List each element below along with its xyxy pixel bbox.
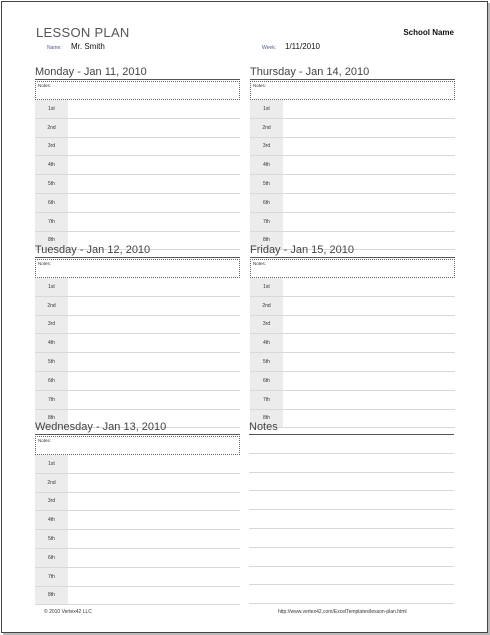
period-label: 4th xyxy=(35,334,68,352)
period-entry-field[interactable] xyxy=(68,194,240,212)
period-entry-field[interactable] xyxy=(283,334,455,352)
period-label: 1st xyxy=(35,100,68,118)
period-entry-field[interactable] xyxy=(283,278,455,296)
period-row xyxy=(250,213,455,232)
period-row xyxy=(35,549,240,568)
notes-line[interactable] xyxy=(249,548,454,567)
name-label: Name: xyxy=(47,45,62,51)
period-label: 4th xyxy=(250,156,283,174)
period-entry-field[interactable] xyxy=(68,297,240,315)
period-row xyxy=(35,297,240,316)
period-label: 7th xyxy=(35,391,68,409)
period-entry-field[interactable] xyxy=(283,372,455,390)
period-entry-field[interactable] xyxy=(68,511,240,529)
period-label: 5th xyxy=(250,353,283,371)
school-name: School Name xyxy=(403,28,454,37)
period-row xyxy=(250,100,455,119)
period-entry-field[interactable] xyxy=(68,175,240,193)
period-row xyxy=(250,175,455,194)
period-label: 1st xyxy=(35,455,68,473)
period-label: 3rd xyxy=(250,316,283,334)
period-label: 8th xyxy=(250,232,283,250)
day-block-thursday xyxy=(250,66,455,250)
period-entry-field[interactable] xyxy=(68,316,240,334)
period-label: 2nd xyxy=(250,297,283,315)
notes-section-title: Notes xyxy=(249,420,454,435)
period-label: 7th xyxy=(35,213,68,231)
day-notes-box[interactable] xyxy=(35,436,240,455)
period-row xyxy=(35,587,240,606)
notes-line[interactable] xyxy=(249,435,454,454)
period-label: 8th xyxy=(35,587,68,605)
week-label: Week: xyxy=(262,45,277,51)
period-entry-field[interactable] xyxy=(68,119,240,137)
period-label: 5th xyxy=(250,175,283,193)
period-label: 3rd xyxy=(250,138,283,156)
day-block-friday xyxy=(250,244,455,428)
period-label: 1st xyxy=(250,278,283,296)
period-entry-field[interactable] xyxy=(283,316,455,334)
period-label: 7th xyxy=(250,391,283,409)
period-entry-field[interactable] xyxy=(68,391,240,409)
period-row xyxy=(35,316,240,335)
period-row xyxy=(35,156,240,175)
day-notes-box[interactable] xyxy=(250,259,455,278)
period-list xyxy=(35,455,240,605)
period-label: 7th xyxy=(250,213,283,231)
period-entry-field[interactable] xyxy=(283,156,455,174)
period-label: 6th xyxy=(35,194,68,212)
period-row xyxy=(250,119,455,138)
period-label: 1st xyxy=(250,100,283,118)
period-entry-field[interactable] xyxy=(68,156,240,174)
period-row xyxy=(35,493,240,512)
period-row xyxy=(35,530,240,549)
notes-label: Notes: xyxy=(253,261,267,266)
day-notes-box[interactable] xyxy=(250,81,455,100)
period-entry-field[interactable] xyxy=(68,549,240,567)
period-list xyxy=(250,100,455,250)
page-title: LESSON PLAN xyxy=(36,25,130,40)
period-row xyxy=(250,334,455,353)
period-row xyxy=(250,278,455,297)
period-label: 8th xyxy=(35,232,68,250)
notes-label: Notes: xyxy=(38,83,52,88)
period-entry-field[interactable] xyxy=(68,353,240,371)
period-row xyxy=(250,194,455,213)
period-row xyxy=(35,568,240,587)
period-label: 6th xyxy=(250,372,283,390)
period-row xyxy=(250,316,455,335)
period-label: 6th xyxy=(35,549,68,567)
period-row xyxy=(250,372,455,391)
notes-line[interactable] xyxy=(249,529,454,548)
period-row xyxy=(35,511,240,530)
period-entry-field[interactable] xyxy=(283,175,455,193)
period-label: 8th xyxy=(250,410,283,428)
period-label: 1st xyxy=(35,278,68,296)
period-label: 4th xyxy=(35,156,68,174)
period-row xyxy=(250,353,455,372)
period-list xyxy=(35,100,240,250)
period-label: 3rd xyxy=(35,138,68,156)
period-row xyxy=(35,372,240,391)
period-row xyxy=(35,455,240,474)
period-entry-field[interactable] xyxy=(68,334,240,352)
period-row xyxy=(250,297,455,316)
period-entry-field[interactable] xyxy=(68,530,240,548)
period-row xyxy=(35,391,240,410)
period-label: 5th xyxy=(35,175,68,193)
period-entry-field[interactable] xyxy=(283,100,455,118)
period-entry-field[interactable] xyxy=(68,100,240,118)
period-label: 2nd xyxy=(250,119,283,137)
notes-section xyxy=(249,420,454,604)
period-entry-field[interactable] xyxy=(283,297,455,315)
day-block-tuesday xyxy=(35,244,240,428)
notes-line[interactable] xyxy=(249,585,454,604)
week-value: 1/11/2010 xyxy=(285,42,320,51)
period-label: 2nd xyxy=(35,474,68,492)
footer-url[interactable]: http://www.vertex42.com/ExcelTemplates/lesson-plan.html xyxy=(278,609,407,615)
period-label: 2nd xyxy=(35,297,68,315)
period-entry-field[interactable] xyxy=(283,194,455,212)
day-title: Monday - Jan 11, 2010 xyxy=(35,66,240,80)
period-row xyxy=(35,119,240,138)
period-entry-field[interactable] xyxy=(68,278,240,296)
period-entry-field[interactable] xyxy=(68,213,240,231)
day-title: Wednesday - Jan 13, 2010 xyxy=(35,421,240,435)
day-block-wednesday xyxy=(35,421,240,605)
period-entry-field[interactable] xyxy=(68,372,240,390)
day-title: Friday - Jan 15, 2010 xyxy=(250,244,455,258)
period-entry-field[interactable] xyxy=(68,474,240,492)
period-row xyxy=(35,194,240,213)
period-entry-field[interactable] xyxy=(283,353,455,371)
day-title: Tuesday - Jan 12, 2010 xyxy=(35,244,240,258)
period-row xyxy=(35,353,240,372)
notes-label: Notes: xyxy=(253,83,267,88)
period-label: 5th xyxy=(35,530,68,548)
period-entry-field[interactable] xyxy=(283,213,455,231)
period-label: 4th xyxy=(35,511,68,529)
period-entry-field[interactable] xyxy=(283,138,455,156)
period-row xyxy=(35,213,240,232)
period-row xyxy=(35,175,240,194)
day-notes-box[interactable] xyxy=(35,259,240,278)
period-label: 2nd xyxy=(35,119,68,137)
period-row xyxy=(35,100,240,119)
period-entry-field[interactable] xyxy=(68,587,240,605)
notes-label: Notes: xyxy=(38,438,52,443)
period-entry-field[interactable] xyxy=(68,138,240,156)
day-title: Thursday - Jan 14, 2010 xyxy=(250,66,455,80)
period-entry-field[interactable] xyxy=(68,493,240,511)
period-label: 4th xyxy=(250,334,283,352)
notes-label: Notes: xyxy=(38,261,52,266)
period-row xyxy=(250,138,455,157)
name-value: Mr. Smith xyxy=(71,42,105,51)
footer-copyright: © 2010 Vertex42 LLC xyxy=(44,609,92,615)
period-row xyxy=(250,391,455,410)
period-list xyxy=(35,278,240,428)
period-entry-field[interactable] xyxy=(68,568,240,586)
period-row xyxy=(35,278,240,297)
period-label: 3rd xyxy=(35,493,68,511)
notes-line[interactable] xyxy=(249,454,454,473)
notes-line[interactable] xyxy=(249,510,454,529)
period-row xyxy=(35,474,240,493)
period-entry-field[interactable] xyxy=(68,455,240,473)
period-label: 6th xyxy=(35,372,68,390)
period-row xyxy=(35,334,240,353)
period-label: 6th xyxy=(250,194,283,212)
day-notes-box[interactable] xyxy=(35,81,240,100)
notes-lines xyxy=(249,435,454,604)
notes-line[interactable] xyxy=(249,473,454,492)
period-entry-field[interactable] xyxy=(283,119,455,137)
period-label: 5th xyxy=(35,353,68,371)
period-row xyxy=(35,138,240,157)
notes-line[interactable] xyxy=(249,567,454,586)
period-row xyxy=(250,156,455,175)
period-label: 7th xyxy=(35,568,68,586)
period-entry-field[interactable] xyxy=(283,391,455,409)
day-block-monday xyxy=(35,66,240,250)
period-list xyxy=(250,278,455,428)
notes-line[interactable] xyxy=(249,491,454,510)
period-label: 3rd xyxy=(35,316,68,334)
period-label: 8th xyxy=(35,410,68,428)
